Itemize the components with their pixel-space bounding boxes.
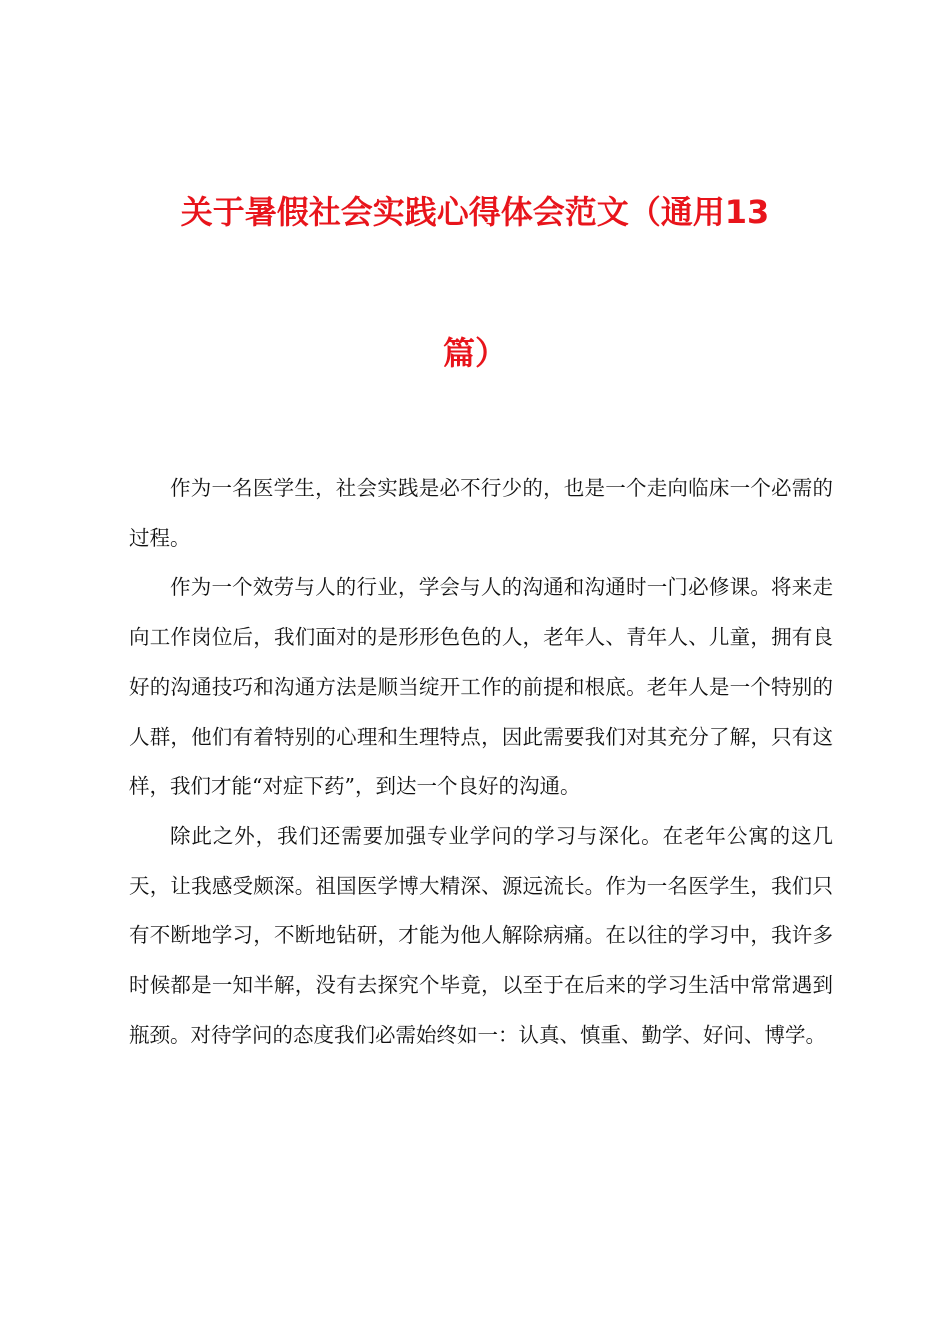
paragraph-2: 作为一个效劳与人的行业，学会与人的沟通和沟通时一门必修课。将来走向工作岗位后，我们面对的是形形色色的人，老年人、青年人、儿童，拥有良好的沟通技巧和沟通方法是顺当绽开工作的前提和根底。老年人是一个特别的人群，他们有着特别的心理和生理特点，因此需要我们对其充分了解，只有这样，我们才能“对症下药”，到达一个良好的沟通。 (129, 575, 833, 799)
document-body (129, 464, 833, 1060)
document-title-line-2: 篇） (442, 334, 507, 372)
paragraph-1: 作为一名医学生，社会实践是必不行少的，也是一个走向临床一个必需的过程。 (129, 476, 833, 550)
paragraph-3: 除此之外，我们还需要加强专业学问的学习与深化。在老年公寓的这几天，让我感受颇深。祖国医学博大精深、源远流长。作为一名医学生，我们只有不断地学习，不断地钻研，才能为他人解除病痛。在以往的学习中，我许多时候都是一知半解，没有去探究个毕竟，以至于在后来的学习生活中常常遇到瓶颈。对待学问的态度我们必需始终如一：认真、慎重、勤学、好问、博学。 (129, 823, 833, 1047)
document-title-line-1: 关于暑假社会实践心得体会范文（通用13 (180, 193, 770, 231)
